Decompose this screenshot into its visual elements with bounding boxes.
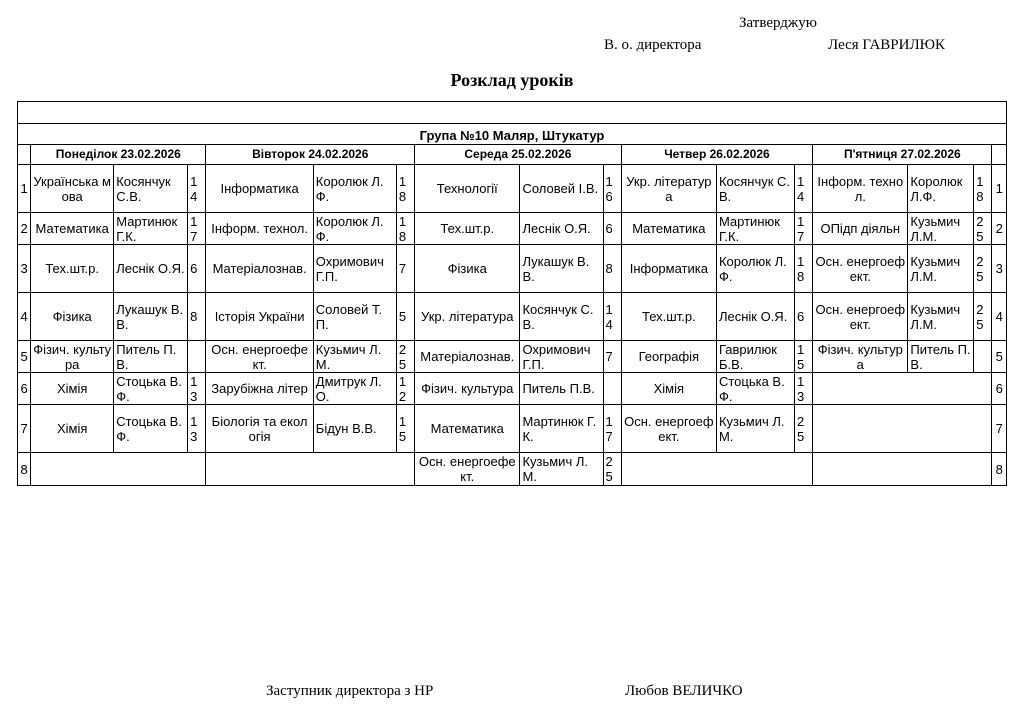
day-header: Понеділок 23.02.2026 bbox=[31, 145, 206, 165]
room-cell: 6 bbox=[603, 213, 621, 245]
subject-cell: Фізич. культура bbox=[415, 373, 520, 405]
subject-cell: Матеріалознав. bbox=[206, 245, 313, 293]
subject-cell: Тех.шт.р. bbox=[31, 245, 114, 293]
lesson-row bbox=[18, 405, 1007, 453]
room-cell: 13 bbox=[188, 373, 206, 405]
subject-cell: Інформатика bbox=[206, 165, 313, 213]
subject-cell: Хімія bbox=[31, 405, 114, 453]
room-cell: 6 bbox=[794, 293, 812, 341]
subject-cell: Математика bbox=[621, 213, 716, 245]
room-cell: 14 bbox=[603, 293, 621, 341]
teacher-cell: Лукашук В.В. bbox=[114, 293, 188, 341]
lesson-number: 7 bbox=[18, 405, 31, 453]
teacher-cell: Королюк Л.Ф. bbox=[716, 245, 794, 293]
lesson-row bbox=[18, 245, 1007, 293]
subject-cell: Осн. енергоефект. bbox=[813, 245, 908, 293]
subject-cell: Інформ. технол. bbox=[813, 165, 908, 213]
empty-lesson-cell bbox=[813, 453, 992, 486]
teacher-cell: Стоцька В.Ф. bbox=[716, 373, 794, 405]
empty-lesson-cell bbox=[206, 453, 415, 486]
lesson-number: 3 bbox=[18, 245, 31, 293]
room-cell: 18 bbox=[794, 245, 812, 293]
subject-cell: Осн. енергоефект. bbox=[621, 405, 716, 453]
room-cell bbox=[188, 341, 206, 373]
subject-cell: Українська мова bbox=[31, 165, 114, 213]
subject-cell: Історія України bbox=[206, 293, 313, 341]
day-header: П'ятниця 27.02.2026 bbox=[813, 145, 992, 165]
lesson-row bbox=[18, 293, 1007, 341]
subject-cell: Укр. література bbox=[621, 165, 716, 213]
lesson-number: 1 bbox=[992, 165, 1007, 213]
subject-cell: Зарубіжна літер bbox=[206, 373, 313, 405]
subject-cell: Математика bbox=[31, 213, 114, 245]
day-header: Середа 25.02.2026 bbox=[415, 145, 622, 165]
room-cell: 25 bbox=[396, 341, 414, 373]
director-title: В. о. директора bbox=[604, 37, 702, 53]
room-cell: 18 bbox=[396, 213, 414, 245]
teacher-cell: Соловей Т.П. bbox=[313, 293, 396, 341]
teacher-cell: Кузьмич Л.М. bbox=[908, 213, 974, 245]
lesson-number: 4 bbox=[992, 293, 1007, 341]
teacher-cell: Питель П.В. bbox=[114, 341, 188, 373]
subject-cell: Хімія bbox=[621, 373, 716, 405]
day-header: Вівторок 24.02.2026 bbox=[206, 145, 415, 165]
room-cell: 8 bbox=[188, 293, 206, 341]
empty-lesson-cell bbox=[813, 405, 992, 453]
lesson-row bbox=[18, 165, 1007, 213]
corner-cell bbox=[18, 145, 31, 165]
teacher-cell: Королюк Л.Ф. bbox=[313, 165, 396, 213]
table-spacer-row bbox=[18, 102, 1007, 124]
subject-cell: Матеріалознав. bbox=[415, 341, 520, 373]
teacher-cell: Кузьмич Л.М. bbox=[313, 341, 396, 373]
subject-cell: Фізич. культура bbox=[813, 341, 908, 373]
teacher-cell: Леснік О.Я. bbox=[520, 213, 603, 245]
room-cell: 15 bbox=[396, 405, 414, 453]
room-cell: 17 bbox=[794, 213, 812, 245]
room-cell: 25 bbox=[974, 245, 992, 293]
room-cell: 6 bbox=[188, 245, 206, 293]
room-cell: 14 bbox=[188, 165, 206, 213]
subject-cell: Технології bbox=[415, 165, 520, 213]
deputy-name: Любов ВЕЛИЧКО bbox=[625, 683, 743, 699]
approval-label: Затверджую bbox=[739, 15, 817, 31]
group-title: Група №10 Маляр, Штукатур bbox=[18, 124, 1007, 145]
subject-cell: Осн. енергоефект. bbox=[813, 293, 908, 341]
lesson-number: 1 bbox=[18, 165, 31, 213]
document-title: Розклад уроків bbox=[450, 70, 574, 90]
lesson-number: 8 bbox=[18, 453, 31, 486]
teacher-cell: Косянчук С.В. bbox=[716, 165, 794, 213]
teacher-cell: Кузьмич Л.М. bbox=[908, 245, 974, 293]
room-cell: 25 bbox=[974, 213, 992, 245]
schedule-table bbox=[17, 101, 1007, 486]
teacher-cell: Кузьмич Л.М. bbox=[908, 293, 974, 341]
teacher-cell: Мартинюк Г.К. bbox=[716, 213, 794, 245]
empty-lesson-cell bbox=[31, 453, 206, 486]
teacher-cell: Охримович Г.П. bbox=[313, 245, 396, 293]
subject-cell: Фізика bbox=[415, 245, 520, 293]
teacher-cell: Питель П.В. bbox=[908, 341, 974, 373]
lesson-row bbox=[18, 213, 1007, 245]
teacher-cell: Бідун В.В. bbox=[313, 405, 396, 453]
lesson-row bbox=[18, 453, 1007, 486]
teacher-cell: Дмитрук Л.О. bbox=[313, 373, 396, 405]
teacher-cell: Косянчук С.В. bbox=[520, 293, 603, 341]
teacher-cell: Леснік О.Я. bbox=[716, 293, 794, 341]
subject-cell: Інформатика bbox=[621, 245, 716, 293]
teacher-cell: Гаврилюк Б.В. bbox=[716, 341, 794, 373]
room-cell bbox=[974, 341, 992, 373]
subject-cell: Фізика bbox=[31, 293, 114, 341]
room-cell: 17 bbox=[188, 213, 206, 245]
teacher-cell: Королюк Л.Ф. bbox=[908, 165, 974, 213]
room-cell bbox=[603, 373, 621, 405]
room-cell: 7 bbox=[603, 341, 621, 373]
room-cell: 15 bbox=[794, 341, 812, 373]
teacher-cell: Кузьмич Л.М. bbox=[520, 453, 603, 486]
teacher-cell: Косянчук С.В. bbox=[114, 165, 188, 213]
lesson-number: 7 bbox=[992, 405, 1007, 453]
lesson-number: 2 bbox=[992, 213, 1007, 245]
corner-cell bbox=[992, 145, 1007, 165]
subject-cell: Хімія bbox=[31, 373, 114, 405]
teacher-cell: Королюк Л.Ф. bbox=[313, 213, 396, 245]
lesson-number: 4 bbox=[18, 293, 31, 341]
room-cell: 18 bbox=[396, 165, 414, 213]
lesson-number: 6 bbox=[18, 373, 31, 405]
teacher-cell: Кузьмич Л.М. bbox=[716, 405, 794, 453]
subject-cell: Біологія та екологія bbox=[206, 405, 313, 453]
subject-cell: Математика bbox=[415, 405, 520, 453]
subject-cell: Інформ. технол. bbox=[206, 213, 313, 245]
room-cell: 16 bbox=[603, 165, 621, 213]
teacher-cell: Мартинюк Г.К. bbox=[520, 405, 603, 453]
lesson-number: 6 bbox=[992, 373, 1007, 405]
subject-cell: Фізич. культура bbox=[31, 341, 114, 373]
lesson-row bbox=[18, 341, 1007, 373]
room-cell: 25 bbox=[794, 405, 812, 453]
room-cell: 8 bbox=[603, 245, 621, 293]
day-header: Четвер 26.02.2026 bbox=[621, 145, 812, 165]
lesson-number: 5 bbox=[18, 341, 31, 373]
lesson-number: 5 bbox=[992, 341, 1007, 373]
room-cell: 25 bbox=[603, 453, 621, 486]
subject-cell: ОПідп діяльн bbox=[813, 213, 908, 245]
group-row bbox=[18, 124, 1007, 145]
subject-cell: Укр. література bbox=[415, 293, 520, 341]
room-cell: 13 bbox=[188, 405, 206, 453]
subject-cell: Географія bbox=[621, 341, 716, 373]
room-cell: 7 bbox=[396, 245, 414, 293]
subject-cell: Тех.шт.р. bbox=[415, 213, 520, 245]
teacher-cell: Мартинюк Г.К. bbox=[114, 213, 188, 245]
teacher-cell: Стоцька В.Ф. bbox=[114, 405, 188, 453]
room-cell: 18 bbox=[974, 165, 992, 213]
teacher-cell: Стоцька В.Ф. bbox=[114, 373, 188, 405]
room-cell: 5 bbox=[396, 293, 414, 341]
deputy-title: Заступник директора з НР bbox=[266, 683, 434, 699]
subject-cell: Тех.шт.р. bbox=[621, 293, 716, 341]
director-name: Леся ГАВРИЛЮК bbox=[828, 37, 946, 53]
teacher-cell: Охримович Г.П. bbox=[520, 341, 603, 373]
empty-lesson-cell bbox=[813, 373, 992, 405]
lesson-number: 8 bbox=[992, 453, 1007, 486]
subject-cell: Осн. енергоефект. bbox=[206, 341, 313, 373]
teacher-cell: Питель П.В. bbox=[520, 373, 603, 405]
room-cell: 25 bbox=[974, 293, 992, 341]
lesson-number: 3 bbox=[992, 245, 1007, 293]
empty-lesson-cell bbox=[621, 453, 812, 486]
teacher-cell: Соловей І.В. bbox=[520, 165, 603, 213]
lesson-row bbox=[18, 373, 1007, 405]
teacher-cell: Лукашук В.В. bbox=[520, 245, 603, 293]
room-cell: 13 bbox=[794, 373, 812, 405]
room-cell: 12 bbox=[396, 373, 414, 405]
room-cell: 17 bbox=[603, 405, 621, 453]
room-cell: 14 bbox=[794, 165, 812, 213]
lesson-number: 2 bbox=[18, 213, 31, 245]
days-header-row bbox=[18, 145, 1007, 165]
subject-cell: Осн. енергоефект. bbox=[415, 453, 520, 486]
teacher-cell: Леснік О.Я. bbox=[114, 245, 188, 293]
